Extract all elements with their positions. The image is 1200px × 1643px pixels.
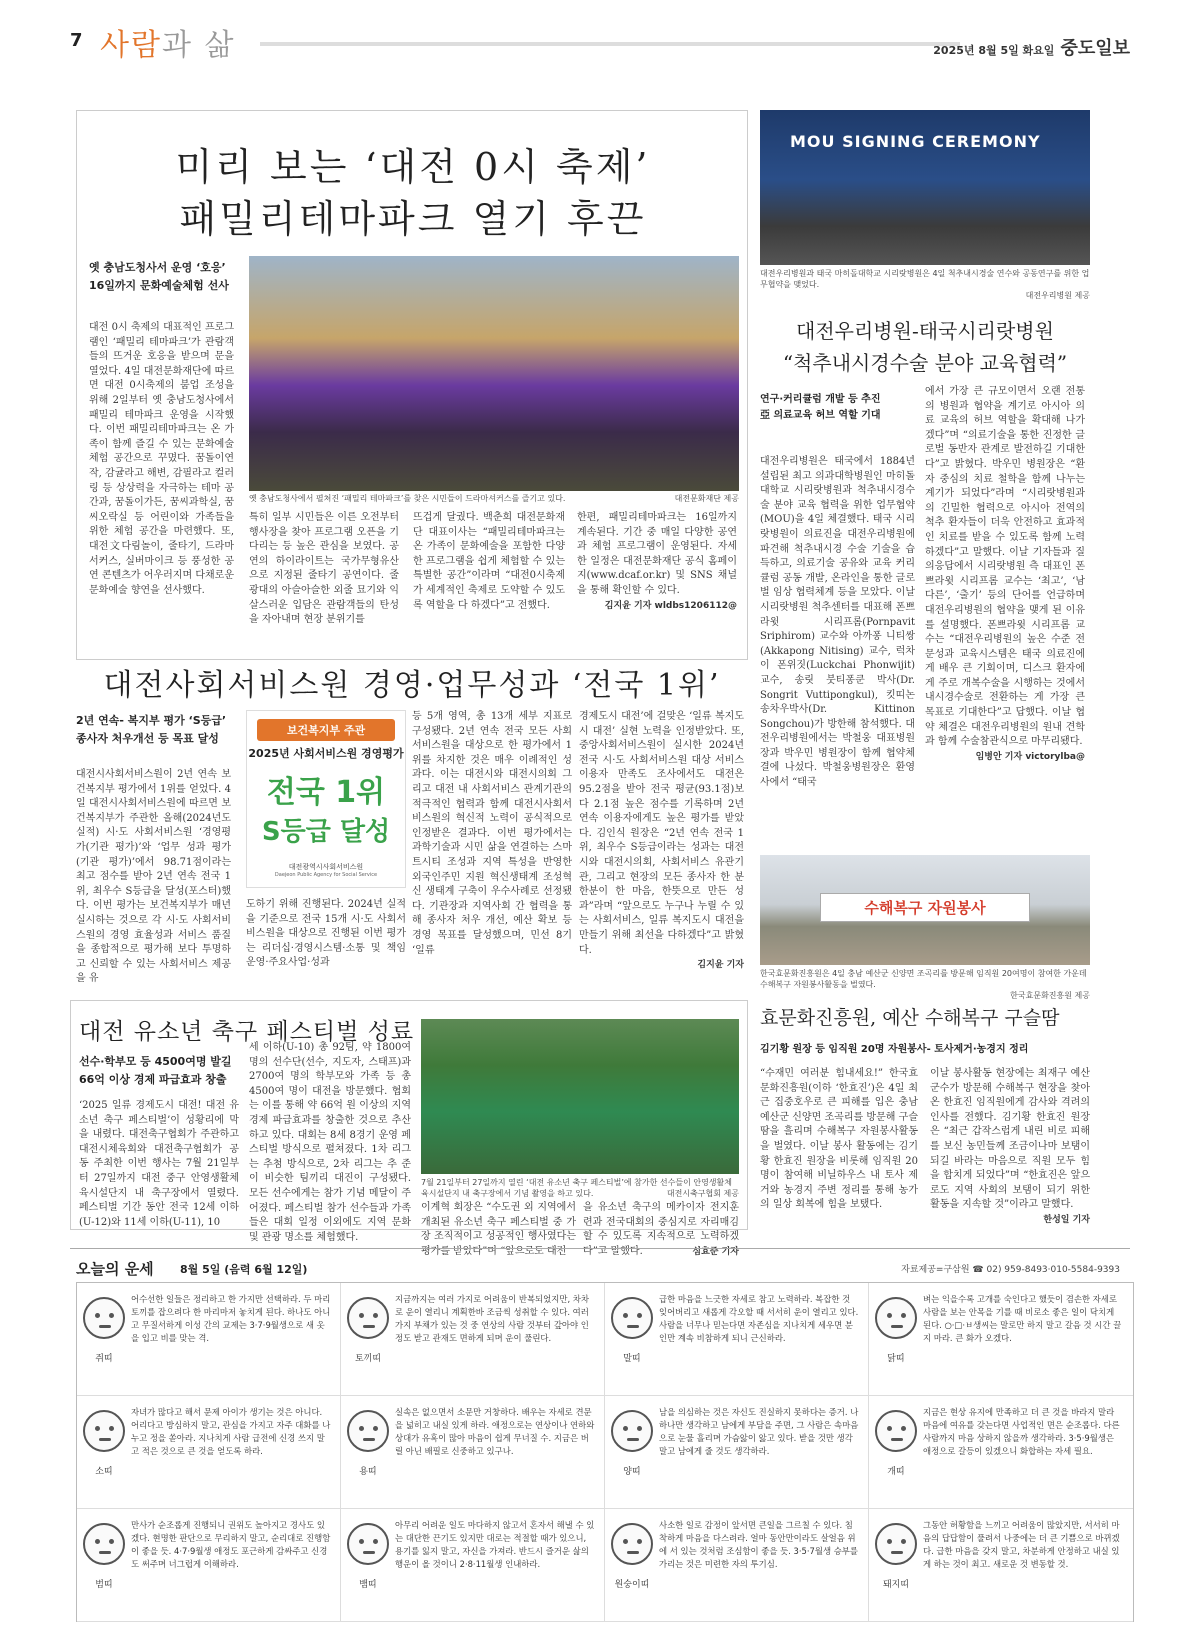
article1-subhead-line2: 16일까지 문화예술체험 선사 — [89, 279, 229, 292]
horoscope-sign-name: 용띠 — [359, 1467, 377, 1477]
article3-body-col2: 세 이하(U-10) 총 92팀, 약 1800여 명의 선수단(선수, 지도자, 스태프)과 2700여 명의 학부모와 가족 등 총 4500여 명이 대전을 방문했다. 협회는 이를 통해 약 66억 원 이상의 지역 경제 파급효과를 창출한 것으로 추산하고 있다. 대회는 8세 8경기 운영 페스티벌 방식으로 펼쳐졌다. 1차 리그는 추첨 방식으로, 2차 리그는 추 준이 비슷한 팀끼리 대진이 구성됐다. 모든 선수에게는 참가 기념 메달이 주어졌다. 페스티벌 참가 선수들과 가족들은 대회 일정 이외에도 지역 문화 및 관광 명소를 체험했다. — [249, 1042, 411, 1243]
right1-photo-credit: 대전우리병원 제공 — [1025, 291, 1090, 300]
article3-subhead-line1: 선수·학부모 등 4500여명 발길 — [79, 1055, 232, 1068]
poster-main2: S등급 달성 — [261, 817, 391, 847]
page-number: 7 — [70, 30, 83, 51]
section-title-a: 사람 — [100, 28, 162, 63]
article-family-themepark — [76, 110, 748, 660]
dragon-icon — [347, 1410, 389, 1452]
section-title — [100, 20, 235, 64]
right2-photo-caption — [760, 968, 1090, 1001]
horoscope-cell — [869, 1396, 1133, 1509]
right2-byline: 한성일 기자 — [1043, 1214, 1090, 1225]
horoscope-cell — [869, 1283, 1133, 1396]
paper-name: 중도일보 — [1060, 38, 1130, 59]
article1-body-col4 — [577, 511, 737, 641]
article1-byline: 김지윤 기자 wldbs1206112@ — [604, 600, 737, 611]
article3-photo-caption — [421, 1177, 739, 1199]
article1-photo — [249, 256, 739, 491]
horoscope-text: 실속은 없으면서 소문만 거창하다. 배우는 자세로 견문을 넓히고 내실 있게 하라. 애정으로는 연상이나 연하와 상대가 유혹이 많아 마음이 쉽게 무너질 수. 지금은 버릴 아닌 배필로 신중하고 있구나. — [395, 1407, 595, 1456]
horoscope-credit: 자료제공=구삼원 ☎ 02) 959-8493·010-5584-9393 — [901, 1265, 1120, 1275]
article-volunteer — [760, 855, 1090, 1235]
horoscope-text: 만사가 순조롭게 진행되니 권위도 높아지고 경사도 있겠다. 현명한 판단으로 무리하지 말고, 순리대로 진행함이 좋을 듯. 4·7·9월생 애정도 포근하게 감싸주고 신경도 써주며 너그럽게 이해하라. — [131, 1520, 331, 1569]
right1-body-col1: 대전우리병원은 태국에서 1884년 설립된 최고 의과대학병원인 마히돌대학교 시리랏병원과 척추내시경수술 분야 교육 협력을 위한 업무협약(MOU)을 4일 체결했다. 태국 시리랏병원이 의료진을 대전우리병원에 파견해 척추내시경 수술 기술을 습득하고, 의료기술 공유와 교육 커리큘럼 공동 개발, 온라인을 통한 글로벌 임상 협력체계 등을 모았다. 이날 시리랏병원 척추센터를 대표해 폰쁘라윗 시리프롬(Pornpavit Sriphirom) 교수와 아까퐁 니티쌍(Akkapong Nitising) 교수, 럭차이 폰위짓(Luckchai Phonwijit) 교수, 송릿 붓티퐁쿤 박사(Dr. Songrit Vuttipongkul), 킷띠논 송차우박사(Dr. Kittinon Songchou)가 방한해 참석했다. 대전우리병원에서는 박철웅 대표병원장과 박우민 병원장이 함께 협약체결에 나섰다. 박철웅병원장은 환영사에서 “태국 — [760, 456, 915, 789]
article3-col4-text: 을 유소년 축구의 메카이자 전지훈련과 전국대회의 중심지로 자리매김할 수 있도록 지속적으로 노력하겠다”고 말했다. — [583, 1202, 739, 1257]
article2-col4-text: 경제도시 대전’에 걸맞은 ‘일류 복지도시 대전’ 실현 노력을 인정받았다. 또, 중앙사회서비스원이 실시한 2024년 전국 시·도 사회서비스원 대상 서비스 이용자 만족도 조사에서도 대전은 95.2점을 받아 전국 평균(93.1점)보다 2.1점 높은 점수를 기록하며 2년 연속 이용자에게도 높은 평가를 받았다. 김인식 원장은 “2년 연속 전국 1위, 최우수 S등급이라는 성과는 대전시와 대전시의회, 사회서비스 유관기관, 그리고 현장의 모든 종사자 한 분 한분이 한 마음, 한뜻으로 만든 성과”라며 “앞으로도 누구나 누릴 수 있는 사회서비스, 일류 복지도시 대전을 만들기 위해 최선을 다하겠다”고 밝혔다. — [579, 711, 744, 956]
right2-headline: 효문화진흥원, 예산 수해복구 구슬땀 — [760, 1007, 1060, 1029]
article3-subhead-line2: 66억 이상 경제 파급효과 창출 — [79, 1073, 227, 1086]
article1-body-col3: 뜨겁게 달궜다. 백춘희 대전문화재단 대표이사는 “패밀리테마파크는 온 가족이 문화예술을 포함한 다양한 프로그램을 쉽게 체험할 수 있는 특별한 공간”이라며 “대전0시축제가 세계적인 축제로 도약할 수 있도록 역할을 다 하겠다”고 전했다. — [413, 512, 565, 611]
section-title-b: 과 삶 — [161, 28, 236, 63]
horoscope-sign-name: 돼지띠 — [882, 1580, 910, 1590]
rooster-icon — [875, 1297, 917, 1339]
horoscope-date: 8월 5일 (음력 6월 12일) — [180, 1263, 308, 1276]
issue-date: 2025년 8월 5일 화요일 — [933, 44, 1055, 57]
poster-banner: 보건복지부 주관 — [257, 719, 395, 741]
right1-headline — [760, 315, 1090, 379]
article1-photo-credit: 대전문화재단 제공 — [674, 494, 739, 503]
horoscope-cell — [605, 1396, 869, 1509]
horoscope-cell — [77, 1396, 341, 1509]
rat-icon — [83, 1297, 125, 1339]
horoscope-cell — [341, 1396, 605, 1509]
article3-byline: 심효준 기자 — [692, 1246, 739, 1257]
horoscope-grid — [76, 1282, 1134, 1622]
right1-subhead-line1: 연구·커리큘럼 개발 등 추진 — [760, 394, 881, 405]
poster-org-en: Daejeon Public Agency for Social Service — [274, 872, 378, 878]
article1-body-col2: 특히 일부 시민들은 이른 오전부터 행사장을 찾아 프로그램 오픈을 기다리는 등 높은 관심을 보였다. 공연의 하이라이트는 국가무형유산으로 지정된 줄타기 공연이다. 줄광대의 아슬아슬한 외줄 묘기와 익살스러운 입담은 관람객들의 탄성을 자아내며 현장 분위기를 — [249, 512, 399, 626]
article2-byline: 김지윤 기자 — [697, 960, 744, 971]
article-social-service — [76, 660, 748, 990]
horoscope-cell — [869, 1509, 1133, 1622]
horoscope-cell — [77, 1283, 341, 1396]
right1-caption-text: 대전우리병원과 태국 마히돌대학교 시리랏병원은 4일 척추내시경술 연수와 공동연구를 위한 업무협약을 맺었다. — [760, 269, 1090, 289]
horoscope-text: 사소한 일로 감정이 앞서면 큰일을 그르칠 수 있다. 침착하게 마음을 다스려라. 얼마 동안만이라도 살얼음 위에 서 있는 것처럼 조심함이 좋을 듯. 3·5·7월생 승부를 가리는 것은 미련한 자의 투기심. — [659, 1520, 858, 1569]
mou-banner: MOU SIGNING CEREMONY — [790, 132, 1041, 151]
horoscope-rule — [70, 1248, 1130, 1249]
volunteer-banner: 수해복구 자원봉사 — [820, 893, 1030, 922]
horoscope-sign-name: 범띠 — [95, 1580, 113, 1590]
horoscope-sign-name: 닭띠 — [887, 1354, 905, 1364]
article1-headline-line1: 미리 보는 ‘대전 0시 축제’ — [175, 145, 651, 189]
right1-photo — [760, 110, 1090, 265]
snake-icon — [347, 1523, 389, 1565]
horoscope-text: 벼는 익을수록 고개를 숙인다고 했듯이 겸손한 자세로 사람을 보는 안목을 기를 때 비로소 좋은 일이 닥치게 된다. ○·□·ㅂ생씨는 말로만 하지 말고 갈음 것 시간 끌지 마라. 큰 화가 오겠다. — [923, 1294, 1122, 1343]
right1-byline: 임병안 기자 victorylba@ — [975, 751, 1085, 762]
right2-photo — [760, 855, 1090, 965]
right2-col2-text: 이날 봉사활동 현장에는 최재구 예산군수가 방문해 수해복구 현장을 찾아온 한효진 임직원에게 감사와 격려의 인사를 전했다. 김기황 한효진 원장은 “최근 갑작스럽게 내린 비로 피해를 보신 농민들께 조금이나마 보탬이 되길 바라는 마음으로 직원 모두 힘을 합치게 되었다”며 “한효진은 앞으로도 지역 사회의 보탬이 되기 위한 활동을 지속할 것”이라고 말했다. — [930, 1068, 1090, 1211]
article-youth-football — [70, 1000, 748, 1257]
horoscope-text: 지금은 현상 유지에 만족하고 더 큰 것을 바라지 말라 마음에 여유를 갖는다면 사업적인 면은 순조롭다. 다른 사람까지 마음 상하지 않을까 생각하라. 3·5·9월생은 애정으로 갈등이 있겠으니 화합하는 자세 필요. — [923, 1407, 1120, 1456]
article3-subhead — [79, 1053, 244, 1089]
right1-headline-line1: 대전우리병원-태국시리랏병원 — [796, 319, 1054, 343]
horoscope-text: 남을 의심하는 것은 자신도 진실하지 못하다는 증거. 나 하나만 생각하고 남에게 부담을 주면, 그 사람은 속마음으로 눈물 흘리며 가슴앓이 앓고 있다. 받을 것만 생각 말고 남에게 줄 것도 생각하라. — [659, 1407, 859, 1456]
right1-photo-caption — [760, 268, 1090, 301]
article-hospital-mou — [760, 110, 1090, 789]
horoscope-sign-name: 소띠 — [95, 1467, 113, 1477]
poster-main1: 전국 1위 — [266, 775, 386, 810]
horoscope-cell — [605, 1509, 869, 1622]
horoscope-text: 아무리 어려운 일도 마다하지 않고서 혼자서 해낼 수 있는 대단한 끈기도 있지만 대로는 적절할 때가 있으니, 용기를 잃지 말고, 자신을 가져라. 반드시 즐거운 삶의 행운이 올 것이니 2·8·11월생 인내하라. — [395, 1520, 595, 1569]
sheep-icon — [611, 1410, 653, 1452]
article2-body-col3: 등 5개 영역, 총 13개 세부 지표로 구성됐다. 2년 연속 전국 모든 사회서비스원을 대상으로 한 평가에서 1위를 차지한 것은 매우 이례적인 성과다. 이는 대전시와 대전시의회 그리고 대전 내 사회서비스 관계기관의 적극적인 협력과 함께 대전시사회서비스원의 혁신적 노력이 공식적으로 인정받은 결과다. 이번 평가에서는 과학기술과 시민 삶을 연결하는 스마트시티 조성과 지역 특성을 반영한 외국인주민 지원 혁신생태계 조성혁신 생태계 구축이 우수사례로 선정됐다. 기관장과 지역사회 간 협력을 통해 종사자 처우 개선, 예산 확보 등 경영 목표를 달성했으며, 민선 8기 ‘일류 — [412, 711, 572, 956]
right2-subhead: 김기황 원장 등 임직원 20명 자원봉사- 토사제거·농경지 정리 — [760, 1044, 1029, 1055]
pig-icon — [875, 1523, 917, 1565]
right2-caption-text: 한국효문화진흥원은 4일 충남 예산군 신양면 조곡리를 방문해 임직원 20여명이 참여한 가운데 수해복구 자원봉사활동을 벌였다. — [760, 969, 1087, 989]
horoscope-title: 오늘의 운세 — [76, 1260, 154, 1278]
article1-subhead-line1: 옛 충남도청사서 운영 ‘호응’ — [89, 261, 226, 274]
article2-subhead — [76, 712, 246, 748]
article2-headline: 대전사회서비스원 경영·업무성과 ‘전국 1위’ — [103, 668, 721, 703]
article2-subhead-line1: 2년 연속- 복지부 평가 ‘S등급’ — [76, 714, 227, 727]
article3-headline: 대전 유소년 축구 페스티벌 성료 — [79, 1019, 415, 1045]
right2-body-col1: “수재민 여러분 힘내세요!” 한국효문화진흥원(이하 ‘한효진’)은 4일 최근 집중호우로 큰 피해를 입은 충남 예산군 신양면 조곡리를 방문해 구슬땀을 흘리며 수해복구 자원봉사활동을 벌였다. 이날 봉사 활동에는 김기황 한효진 원장을 비롯해 임직원 20명이 참여해 비닐하우스 내 토사 제거와 농경지 주변 정리를 통해 농가의 일상 회복에 힘을 보탰다. — [760, 1068, 918, 1211]
article1-col4-text: 한편, 패밀리테마파크는 16일까지 계속된다. 기간 중 매일 다양한 공연과 체험 프로그램이 운영된다. 자세한 일정은 대전문화재단 공식 홈페이지(www.dcaf.or.kr) 및 SNS 채널을 통해 확인할 수 있다. — [577, 512, 737, 596]
right2-body-col2 — [930, 1067, 1090, 1235]
article1-subhead — [89, 259, 249, 295]
horoscope-text: 지금까지는 여러 가지로 어려움이 반복되었지만, 차차로 운이 열리니 계획한바 조금씩 성취할 수 있다. 여러 가지 부채가 있는 것 중 연상의 사람 것부터 갚아야 인정도 받고 관재도 면하게 되며 운이 풀린다. — [395, 1294, 589, 1343]
right1-subhead — [760, 392, 910, 424]
horse-icon — [611, 1297, 653, 1339]
horoscope-text: 어수선한 일들은 정리하고 한 가지만 선택하라. 두 마리 토끼를 잡으려다 한 마리마저 놓치게 된다. 하나도 아니고 무질서하게 이성 간의 교제는 3·7·9월생으로 새 옷을 입고 비를 맞는 격. — [131, 1294, 331, 1343]
article2-body-col2: 도하기 위해 진행된다. 2024년 실적을 기준으로 전국 15개 시·도 사회서비스원을 대상으로 진행된 이번 평가는 리더십·경영시스템·소통 및 책임운영·주요사업·성과 — [246, 899, 406, 969]
article1-headline-line2: 패밀리테마파크 열기 후끈 — [179, 197, 647, 241]
poster-org: 대전광역시사회서비스원 — [288, 863, 364, 871]
date-line — [933, 34, 1130, 60]
article1-photo-caption — [249, 493, 739, 504]
poster-sub: 2025년 사회서비스원 경영평가 — [248, 747, 404, 760]
article3-photo — [421, 1019, 739, 1174]
horoscope-cell — [341, 1509, 605, 1622]
dog-icon — [875, 1410, 917, 1452]
article3-body-col1: ‘2025 일류 경제도시 대전! 대전 유소년 축구 페스티벌’이 성황리에 막을 내렸다. 대전축구협회가 주관하고 대전시체육회와 대전축구협회가 공동 주최한 이번 행사는 7월 21일부터 27일까지 대전 중구 안영생활체육시설단지 내 축구장에서 열렸다. 페스티벌 기간 동안 전국 12세 이하(U-12)와 11세 이하(U-11), 10 — [79, 1100, 239, 1228]
horoscope-cell — [605, 1283, 869, 1396]
monkey-icon — [611, 1523, 653, 1565]
masthead-rule — [260, 42, 960, 46]
masthead — [70, 18, 1130, 64]
right1-col2-text: 에서 가장 큰 규모이면서 오랜 전통의 병원과 협약을 계기로 아시아 의료 교육의 허브 역할을 확대해 나가겠다”며 “의료기술을 통한 진정한 글로벌 동반자 관계로 발전하길 기대한다”고 밝혔다. 박우민 병원장은 “환자 중심의 치료 철학을 함께 나누는 계기가 되었다”라며 “시리랏병원과의 긴밀한 협력으로 아시아 전역의 척추 환자들이 더욱 안전하고 효과적인 치료를 받을 수 있도록 함께 노력하겠다”고 말했다. 이날 기자들과 질의응답에서 시리랏병원 측 대표인 폰쁘라윗 시리프롬 교수는 ‘최고’, ‘남다른’, ‘출기’ 등의 단어를 언급하며 대전우리병원의 협약을 맺게 된 이유를 설명했다. 폰쁘라윗 시리프롬 교수는 “대전우리병원의 높은 수준 전문성과 교육시스템은 태국 의료진에게 배우 큰 기회이며, 디스크 환자에게 주로 개복수술을 시행하는 것에서 내시경수술로 전환하는 게 가장 큰 목표로 기대한다”고 답했다. 이날 협약 체결은 대전우리병원의 원내 견학과 함께 수술참관식으로 마무리됐다. — [925, 386, 1085, 748]
article1-headline — [77, 141, 749, 245]
horoscope-sign-name: 양띠 — [623, 1467, 641, 1477]
right2-photo-credit: 한국효문화진흥원 제공 — [1010, 991, 1090, 1000]
rabbit-icon — [347, 1297, 389, 1339]
article1-body-col1: 대전 0시 축제의 대표적인 프로그램인 ‘패밀리 테마파크’가 관람객들의 뜨거운 호응을 받으며 문을 열었다. 4일 대전문화재단에 따르면 대전 0시축제의 붐업 조성을 위해 2일부터 옛 충남도청사에서 패밀리 테마파크 운영을 시작했다. 이번 패밀리테마파크는 온 가족이 함께 즐길 수 있는 문화예술 체험 공간으로 꾸몄다. 꿈돌이연작, 감귤라고 해변, 감필라고 컬러링 등 상상력을 자극하는 테마 공간과, 꿈돌이가든, 꿈씨과학실, 꿈씨오락실 등 어린이와 가족들을 위한 체험 공간을 마련했다. 또, 대전文다림놀이, 줄타기, 드라마서커스, 실버마이크 등 풍성한 공연 콘텐츠가 어우러지며 다채로운 문화예술 향연을 선사했다. — [89, 322, 234, 596]
article2-body-col4 — [579, 710, 744, 990]
right1-body-col2 — [925, 385, 1085, 760]
horoscope-text: 그동안 허황함을 느끼고 어려움이 많았지만, 서서히 마음의 답답함이 풀려서 나중에는 더 큰 기쁨으로 바뀌겠다. 급한 마음을 갖지 말고, 차분하게 안정하고 내실 있게 하는 것이 최고. 새로운 것 변동할 것. — [923, 1520, 1120, 1569]
article3-body-col4 — [583, 1201, 739, 1257]
article2-body-col1: 대전시사회서비스원이 2년 연속 보건복지부 평가에서 1위를 얻었다. 4일 대전시사회서비스원에 따르면 보건복지부가 주관한 올해(2024년도 실적) 시·도 사회서비스원 ‘경영평가(기관 평가)’와 ‘업무 성과 평가(기관 평가)’에서 98.71점이라는 최고 점수를 받아 2년 연속 전국 1위, 최우수 S등급을 달성(포스터)했다. 이번 평가는 보건복지부가 매년 실시하는 것으로 각 시·도 사회서비스원의 경영 효율성과 서비스 품질을 종합적으로 평가해 보다 투명하고 신뢰할 수 있는 사회서비스 제공을 유 — [76, 769, 231, 985]
article1-caption-text: 옛 충남도청사에서 펼쳐진 ‘패밀리 테마파크’를 찾은 시민들이 드라마셔커스를 즐기고 있다. — [249, 494, 566, 503]
ox-icon — [83, 1410, 125, 1452]
horoscope-sign-name: 개띠 — [887, 1467, 905, 1477]
article3-body-col3: 이계혁 회장은 “수도권 외 지역에서 개최된 유소년 축구 페스티벌 중 가장 조직적이고 성공적인 행사였다는 평가를 받았다”며 “앞으로도 대전 — [421, 1202, 576, 1257]
right1-subhead-line2: 亞 의료교육 허브 역할 기대 — [760, 410, 881, 421]
horoscope-text: 자녀가 많다고 해서 문제 아이가 생기는 것은 아니다. 어리다고 방심하지 말고, 관심을 가지고 자주 대화를 나누고 정을 쏟아라. 지나치게 사람 급전에 신경 쓰지 말고 적은 것으로 큰 것을 얻도록 하라. — [131, 1407, 331, 1456]
article2-poster — [246, 710, 406, 888]
horoscope-text: 급한 마음을 느긋한 자세로 참고 노력하라. 복잡한 것 잊어버리고 새롭게 각오할 때 서서히 운이 열리고 있다. 사람을 너무나 믿는다면 자존심을 지나치게 세우면 분인만 계속 비참하게 되니 근신하라. — [659, 1294, 859, 1343]
horoscope-cell — [77, 1509, 341, 1622]
horoscope-sign-name: 뱀띠 — [359, 1580, 377, 1590]
horoscope-sign-name: 쥐띠 — [95, 1354, 113, 1364]
horoscope-sign-name: 원숭이띠 — [614, 1580, 650, 1590]
tiger-icon — [83, 1523, 125, 1565]
horoscope-sign-name: 토끼띠 — [354, 1354, 382, 1364]
horoscope-sign-name: 말띠 — [623, 1354, 641, 1364]
right1-headline-line2: “척추내시경수술 분야 교육협력” — [782, 351, 1068, 375]
article2-subhead-line2: 종사자 처우개선 등 목표 달성 — [76, 732, 219, 745]
horoscope-cell — [341, 1283, 605, 1396]
article3-photo-credit: 대전시축구협회 제공 — [666, 1189, 739, 1198]
article3-caption-text: 7월 21일부터 27일까지 열린 ‘대전 유소년 축구 페스티벌’에 참가한 선수들이 안영생활체육시설단지 내 축구장에서 기념 촬영을 하고 있다. — [421, 1178, 732, 1198]
